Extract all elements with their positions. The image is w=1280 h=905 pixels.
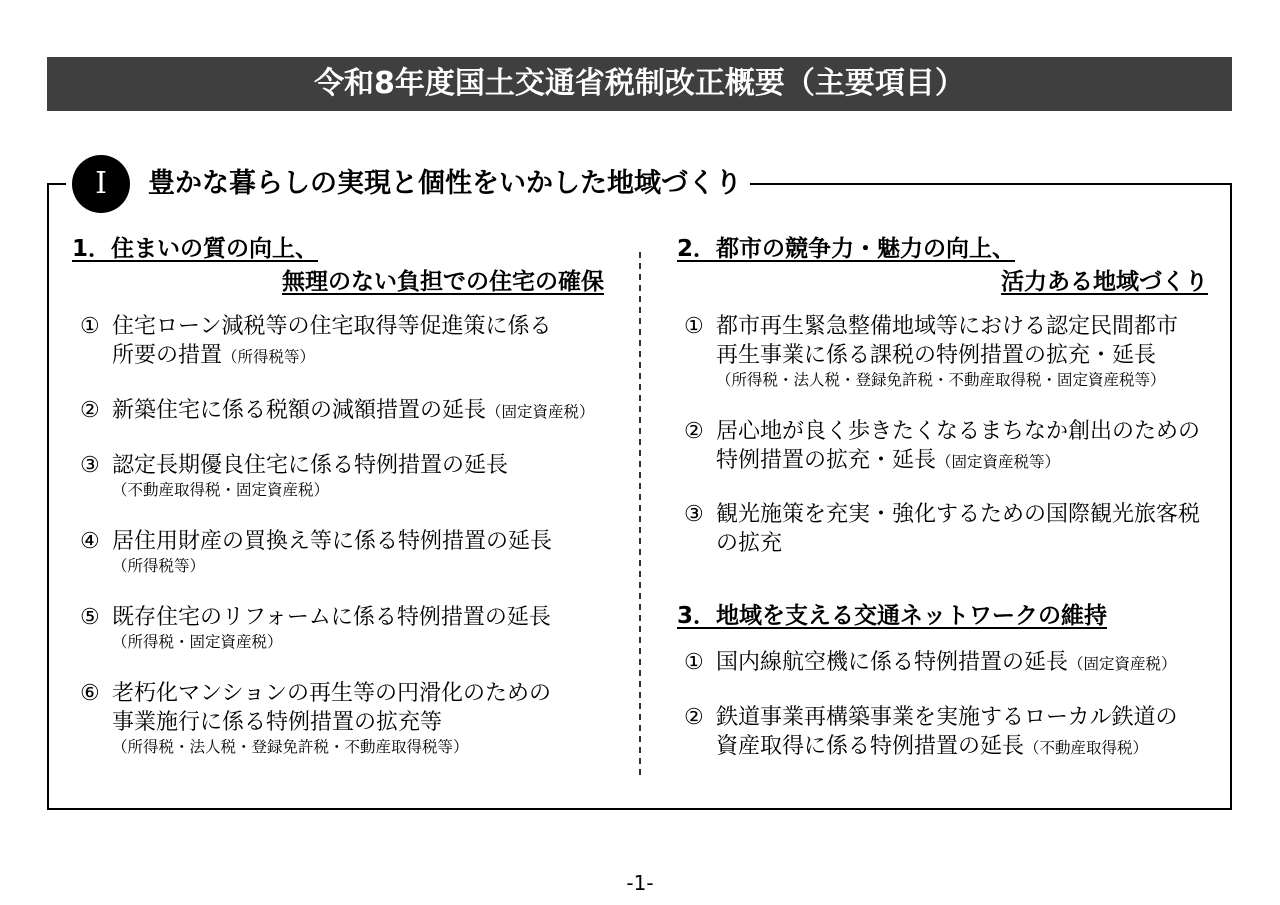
item-body — [716, 703, 1178, 763]
item-line: 認定長期優良住宅に係る特例措置の延長 — [112, 453, 509, 478]
item-line: 事業施行に係る特例措置の拡充等 — [112, 710, 443, 735]
left-item-3 — [80, 451, 508, 500]
item-line-text: 国内線航空機に係る特例措置の延長 — [716, 650, 1069, 675]
left-heading-line2 — [72, 268, 604, 296]
item-number: ② — [684, 419, 704, 444]
item-line: の拡充 — [716, 531, 783, 556]
item-line-with-note — [112, 341, 552, 372]
item-body — [112, 527, 552, 576]
right-heading-line2 — [677, 268, 1208, 296]
item-body — [716, 500, 1200, 558]
right-item-3 — [684, 500, 1200, 558]
item-number: ② — [80, 398, 100, 423]
item-line-with-note — [716, 732, 1178, 763]
item-number: ⑤ — [80, 605, 100, 630]
item-number: ④ — [80, 529, 100, 554]
item-line: 観光施策を充実・強化するための国際観光旅客税 — [716, 502, 1201, 527]
item-line: 居心地が良く歩きたくなるまちなか創出のための — [716, 419, 1201, 444]
item-line-text: 所要の措置 — [112, 343, 223, 368]
item-number: ⑥ — [80, 681, 100, 706]
item-number: ② — [684, 705, 704, 730]
right-subheading: 3．地域を支える交通ネットワークの維持 — [677, 603, 1108, 629]
item-line: 住宅ローン減税等の住宅取得等促進策に係る — [112, 314, 552, 339]
item-body — [716, 312, 1178, 390]
item-line-with-note — [112, 396, 595, 427]
item-line-text: 特例措置の拡充・延長 — [716, 448, 937, 473]
item-line: 居住用財産の買換え等に係る特例措置の延長 — [112, 529, 553, 554]
item-line: 既存住宅のリフォームに係る特例措置の延長 — [112, 605, 551, 630]
item-body — [112, 603, 551, 652]
tax-note: （固定資産税） — [486, 403, 595, 421]
item-number: ③ — [80, 453, 100, 478]
right-heading-line1: 2．都市の競争力・魅力の向上、 — [677, 236, 1016, 262]
item-line-text: 資産取得に係る特例措置の延長 — [716, 734, 1025, 759]
item-body — [112, 396, 595, 427]
item-body — [716, 648, 1177, 679]
left-heading-line1: 1．住まいの質の向上、 — [72, 236, 319, 262]
left-item-6 — [80, 679, 551, 757]
left-item-2 — [80, 396, 595, 427]
item-line: 都市再生緊急整備地域等における認定民間都市 — [716, 314, 1179, 339]
item-body — [716, 417, 1200, 477]
tax-note: （所得税・法人税・登録免許税・不動産取得税等） — [112, 738, 469, 756]
item-line: 鉄道事業再構築事業を実施するローカル鉄道の — [716, 705, 1178, 730]
section-number: Ⅰ — [95, 166, 107, 201]
item-line: 再生事業に係る課税の特例措置の拡充・延長 — [716, 343, 1157, 368]
item-line-with-note — [716, 446, 1200, 477]
left-item-1 — [80, 312, 552, 372]
page-title: 令和8年度国土交通省税制改正概要（主要項目） — [314, 66, 965, 101]
tax-note: （所得税・固定資産税） — [112, 633, 283, 651]
left-item-4 — [80, 527, 552, 576]
section-heading: 豊かな暮らしの実現と個性をいかした地域づくり — [148, 166, 742, 202]
tax-note: （固定資産税） — [1068, 655, 1177, 673]
item-line-text: 新築住宅に係る税額の減額措置の延長 — [112, 398, 487, 423]
tax-note: （固定資産税等） — [936, 453, 1061, 471]
item-number: ① — [684, 314, 704, 339]
item-body — [112, 312, 552, 372]
item-number: ③ — [684, 502, 704, 527]
tax-note: （不動産取得税・固定資産税） — [112, 481, 330, 499]
title-bar — [47, 57, 1232, 111]
right-subitem-1 — [684, 648, 1177, 679]
right-subitem-2 — [684, 703, 1178, 763]
item-number: ① — [684, 650, 704, 675]
right-item-2 — [684, 417, 1200, 477]
right-heading-line2-text: 活力ある地域づくり — [1001, 269, 1208, 295]
item-number: ① — [80, 314, 100, 339]
right-item-1 — [684, 312, 1178, 390]
item-body — [112, 679, 551, 757]
section-number-badge — [72, 155, 130, 213]
tax-note: （所得税等） — [222, 348, 316, 366]
column-divider — [639, 252, 641, 775]
tax-note: （不動産取得税） — [1024, 739, 1149, 757]
tax-note: （所得税等） — [112, 557, 206, 575]
item-line: 老朽化マンションの再生等の円滑化のための — [112, 681, 552, 706]
item-body — [112, 451, 508, 500]
item-line-with-note — [716, 648, 1177, 679]
page-number: -1- — [626, 871, 654, 895]
tax-note: （所得税・法人税・登録免許税・不動産取得税・固定資産税等） — [716, 371, 1166, 389]
left-heading-line2-text: 無理のない負担での住宅の確保 — [282, 269, 604, 295]
left-item-5 — [80, 603, 551, 652]
